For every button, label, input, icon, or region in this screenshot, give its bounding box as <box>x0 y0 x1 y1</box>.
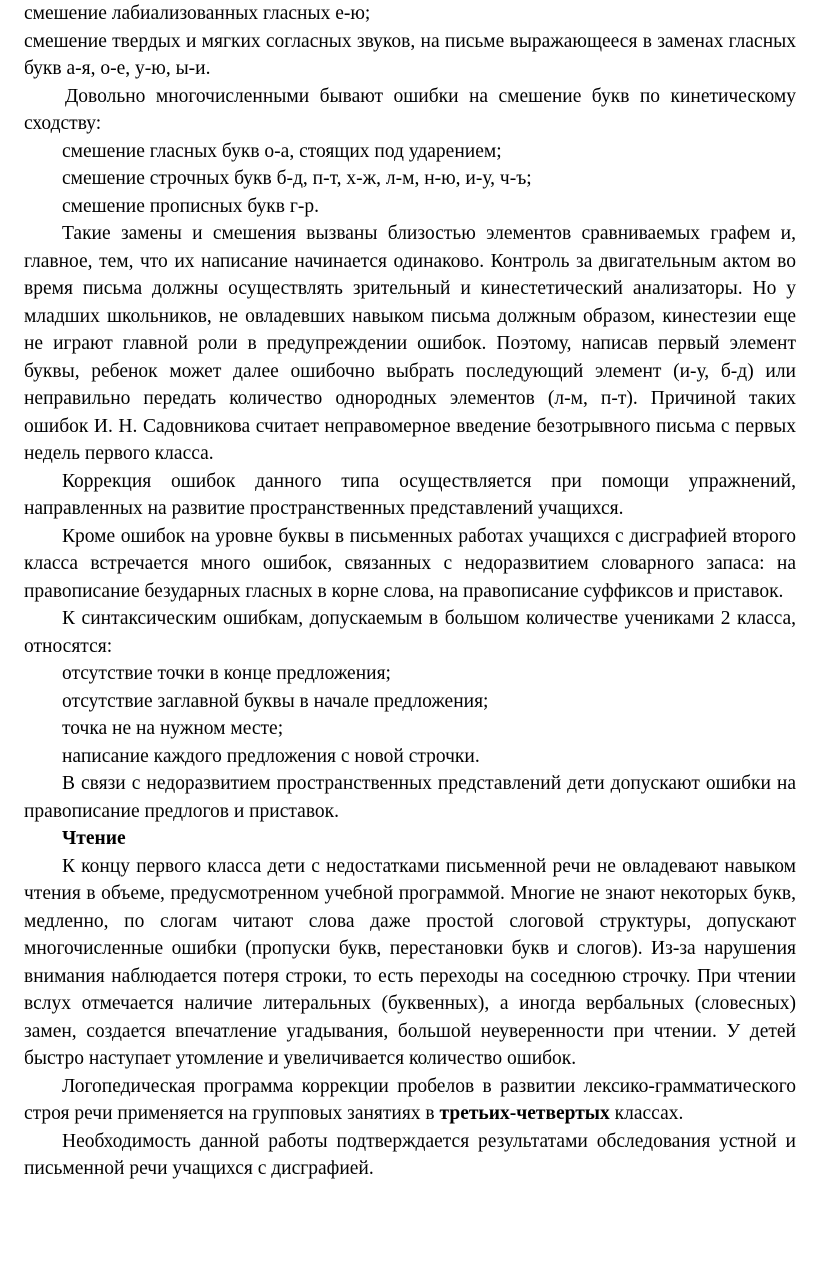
paragraph-reading: К концу первого класса дети с недостатками письменной речи не овладевают навыком чтения в объеме, предусмотренном учебной программой. Многие не знают некоторых букв, медленно, по слогам читают слова даже простой слоговой структуры, допускают многочисленные ошибки (пропуски букв, перестановки букв и слогов). Из-за нарушения внимания наблюдается потеря строки, то есть переходы на соседнюю строчку. При чтении вслух отмечается наличие литеральных (буквенных), а иногда вербальных (словесных) замен, создается впечатление угадывания, большой неуверенности при чтении. У детей быстро наступает утомление и увеличивается количество ошибок. <box>24 855 796 1069</box>
list-item-new-line: написание каждого предложения с новой строчки. <box>62 745 480 767</box>
paragraph-other-errors: Кроме ошибок на уровне буквы в письменных работах учащихся с дисграфией второго класса встречается много ошибок, связанных с недоразвитием словарного запаса: на правописание безударных гласных в корне слова, на правописание суффиксов и приставок. <box>24 525 796 602</box>
paragraph-kinetic: Довольно многочисленными бывают ошибки на смешение букв по кинетическому сходству: <box>24 85 796 134</box>
speech-therapy-bold: третьих-четвертых <box>439 1103 610 1124</box>
paragraph-syntax: К синтаксическим ошибкам, допускаемым в большом количестве учениками 2 класса, относятся: <box>24 608 796 657</box>
list-item-hard-soft: смешение твердых и мягких согласных звуков, на письме выражающееся в заменах гласных букв а-я, о-е, у-ю, ы-и. <box>24 30 796 79</box>
list-item-no-capital: отсутствие заглавной буквы в начале предложения; <box>62 690 489 712</box>
paragraph-necessity: Необходимость данной работы подтверждается результатами обследования устной и письменной речи учащихся с дисграфией. <box>24 1130 796 1179</box>
paragraph-correction: Коррекция ошибок данного типа осуществляется при помощи упражнений, направленных на развитие пространственных представлений учащихся. <box>24 470 796 519</box>
section-heading-reading: Чтение <box>62 828 126 849</box>
speech-therapy-text-a: Логопедическая программа коррекции пробелов в развитии лексико-грамматического строя речи применяется на групповых занятиях в <box>24 1075 796 1124</box>
list-item-uppercase: смешение прописных букв г-р. <box>62 195 319 217</box>
paragraph-substitutions: Такие замены и смешения вызваны близостью элементов сравниваемых графем и, главное, тем, что их написание начинается одинаково. Контроль за двигательным актом во время письма должны осуществлять зрительный и кинестетический анализаторы. Но у младших школьников, не овладевших навыком письма должным образом, кинестезии еще не играют главной роли в предупреждении ошибок. Поэтому, написав первый элемент буквы, ребенок может далее ошибочно выбрать последующий элемент (и-у, б-д) или неправильно передать количество однородных элементов (л-м, п-т). Причиной таких ошибок И. Н. Садовникова считает неправомерное введение безотрывного письма с первых недель первого класса. <box>24 223 796 464</box>
list-item-labial: смешение лабиализованных гласных е-ю; <box>24 3 371 24</box>
list-item-lowercase: смешение строчных букв б-д, п-т, х-ж, л-м, н-ю, и-у, ч-ъ; <box>62 168 532 189</box>
paragraph-speech-therapy <box>24 1073 796 1128</box>
list-item-vowels: смешение гласных букв о-а, стоящих под ударением; <box>62 140 502 162</box>
list-item-wrong-period: точка не на нужном месте; <box>62 718 284 739</box>
paragraph-prepositions: В связи с недоразвитием пространственных представлений дети допускают ошибки на правописание предлогов и приставок. <box>24 773 796 822</box>
speech-therapy-text-c: классах. <box>609 1103 684 1124</box>
list-item-no-period: отсутствие точки в конце предложения; <box>62 663 391 684</box>
